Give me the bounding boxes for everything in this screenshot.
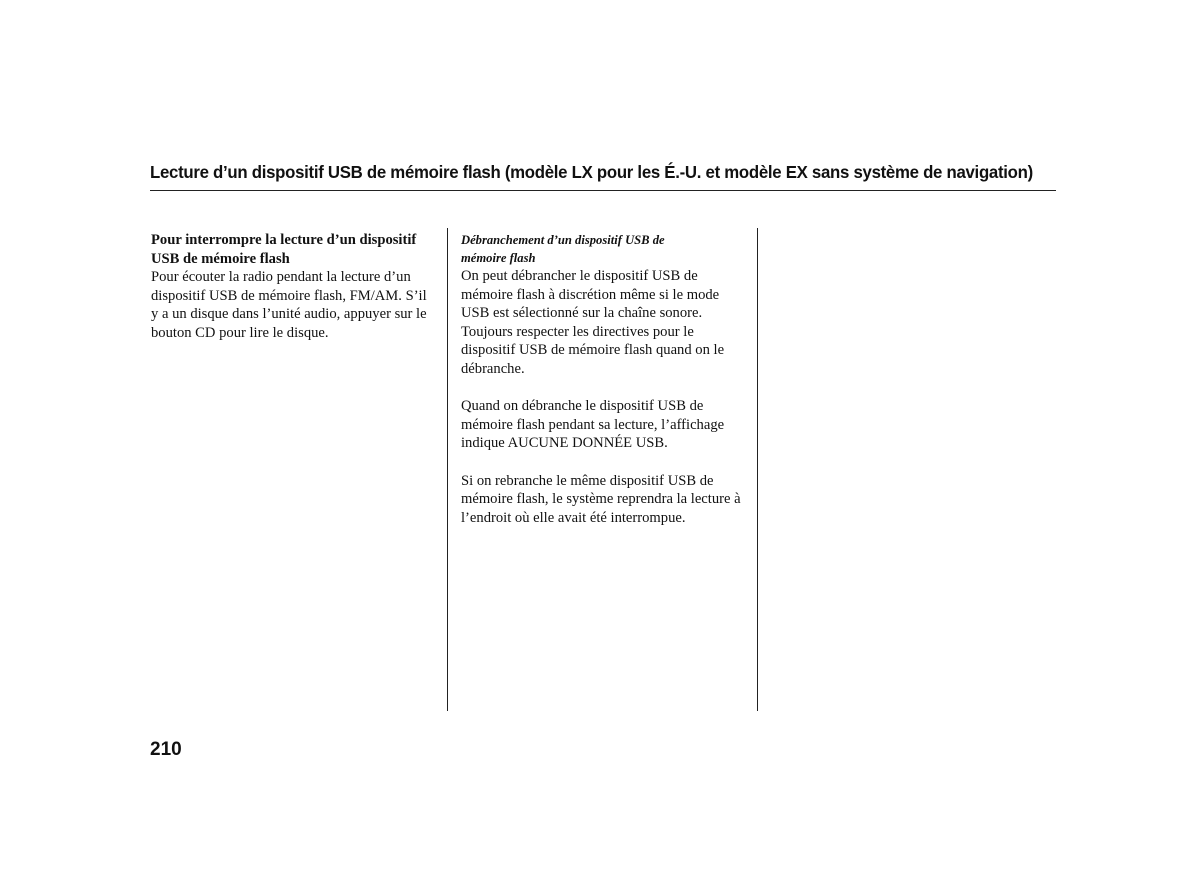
column-divider-left [447,228,448,711]
left-column [151,229,436,343]
left-column-heading: Pour interrompre la lecture d’un dispositif USB de mémoire flash [151,232,417,267]
middle-column-paragraph: On peut débrancher le dispositif USB de mémoire flash à discrétion même si le mode USB est sélectionné sur la chaîne sonore. Toujours respecter les directives pour le dispositif USB de mémoire flash quand on le débranche. [461,268,725,377]
page-title: Lecture d’un dispositif USB de mémoire flash (modèle LX pour les É.-U. et modèle EX sans système de navigation) [150,162,1033,182]
left-column-body: Pour écouter la radio pendant la lecture d’un dispositif USB de mémoire flash, FM/AM. S’il y a un disque dans l’unité audio, appuyer sur le bouton CD pour lire le disque. [151,269,427,341]
page-number: 210 [150,739,182,760]
title-rule [150,190,1056,191]
middle-column-paragraph: Si on rebranche le même dispositif USB de mémoire flash, le système reprendra la lecture à l’endroit où elle avait été interrompue. [461,472,741,526]
middle-column-heading: Débranchement d’un dispositif USB de mémoire flash [461,233,665,265]
middle-column [461,229,749,546]
middle-column-paragraph: Quand on débranche le dispositif USB de mémoire flash pendant sa lecture, l’affichage indique AUCUNE DONNÉE USB. [461,398,725,452]
column-divider-right [757,228,758,711]
